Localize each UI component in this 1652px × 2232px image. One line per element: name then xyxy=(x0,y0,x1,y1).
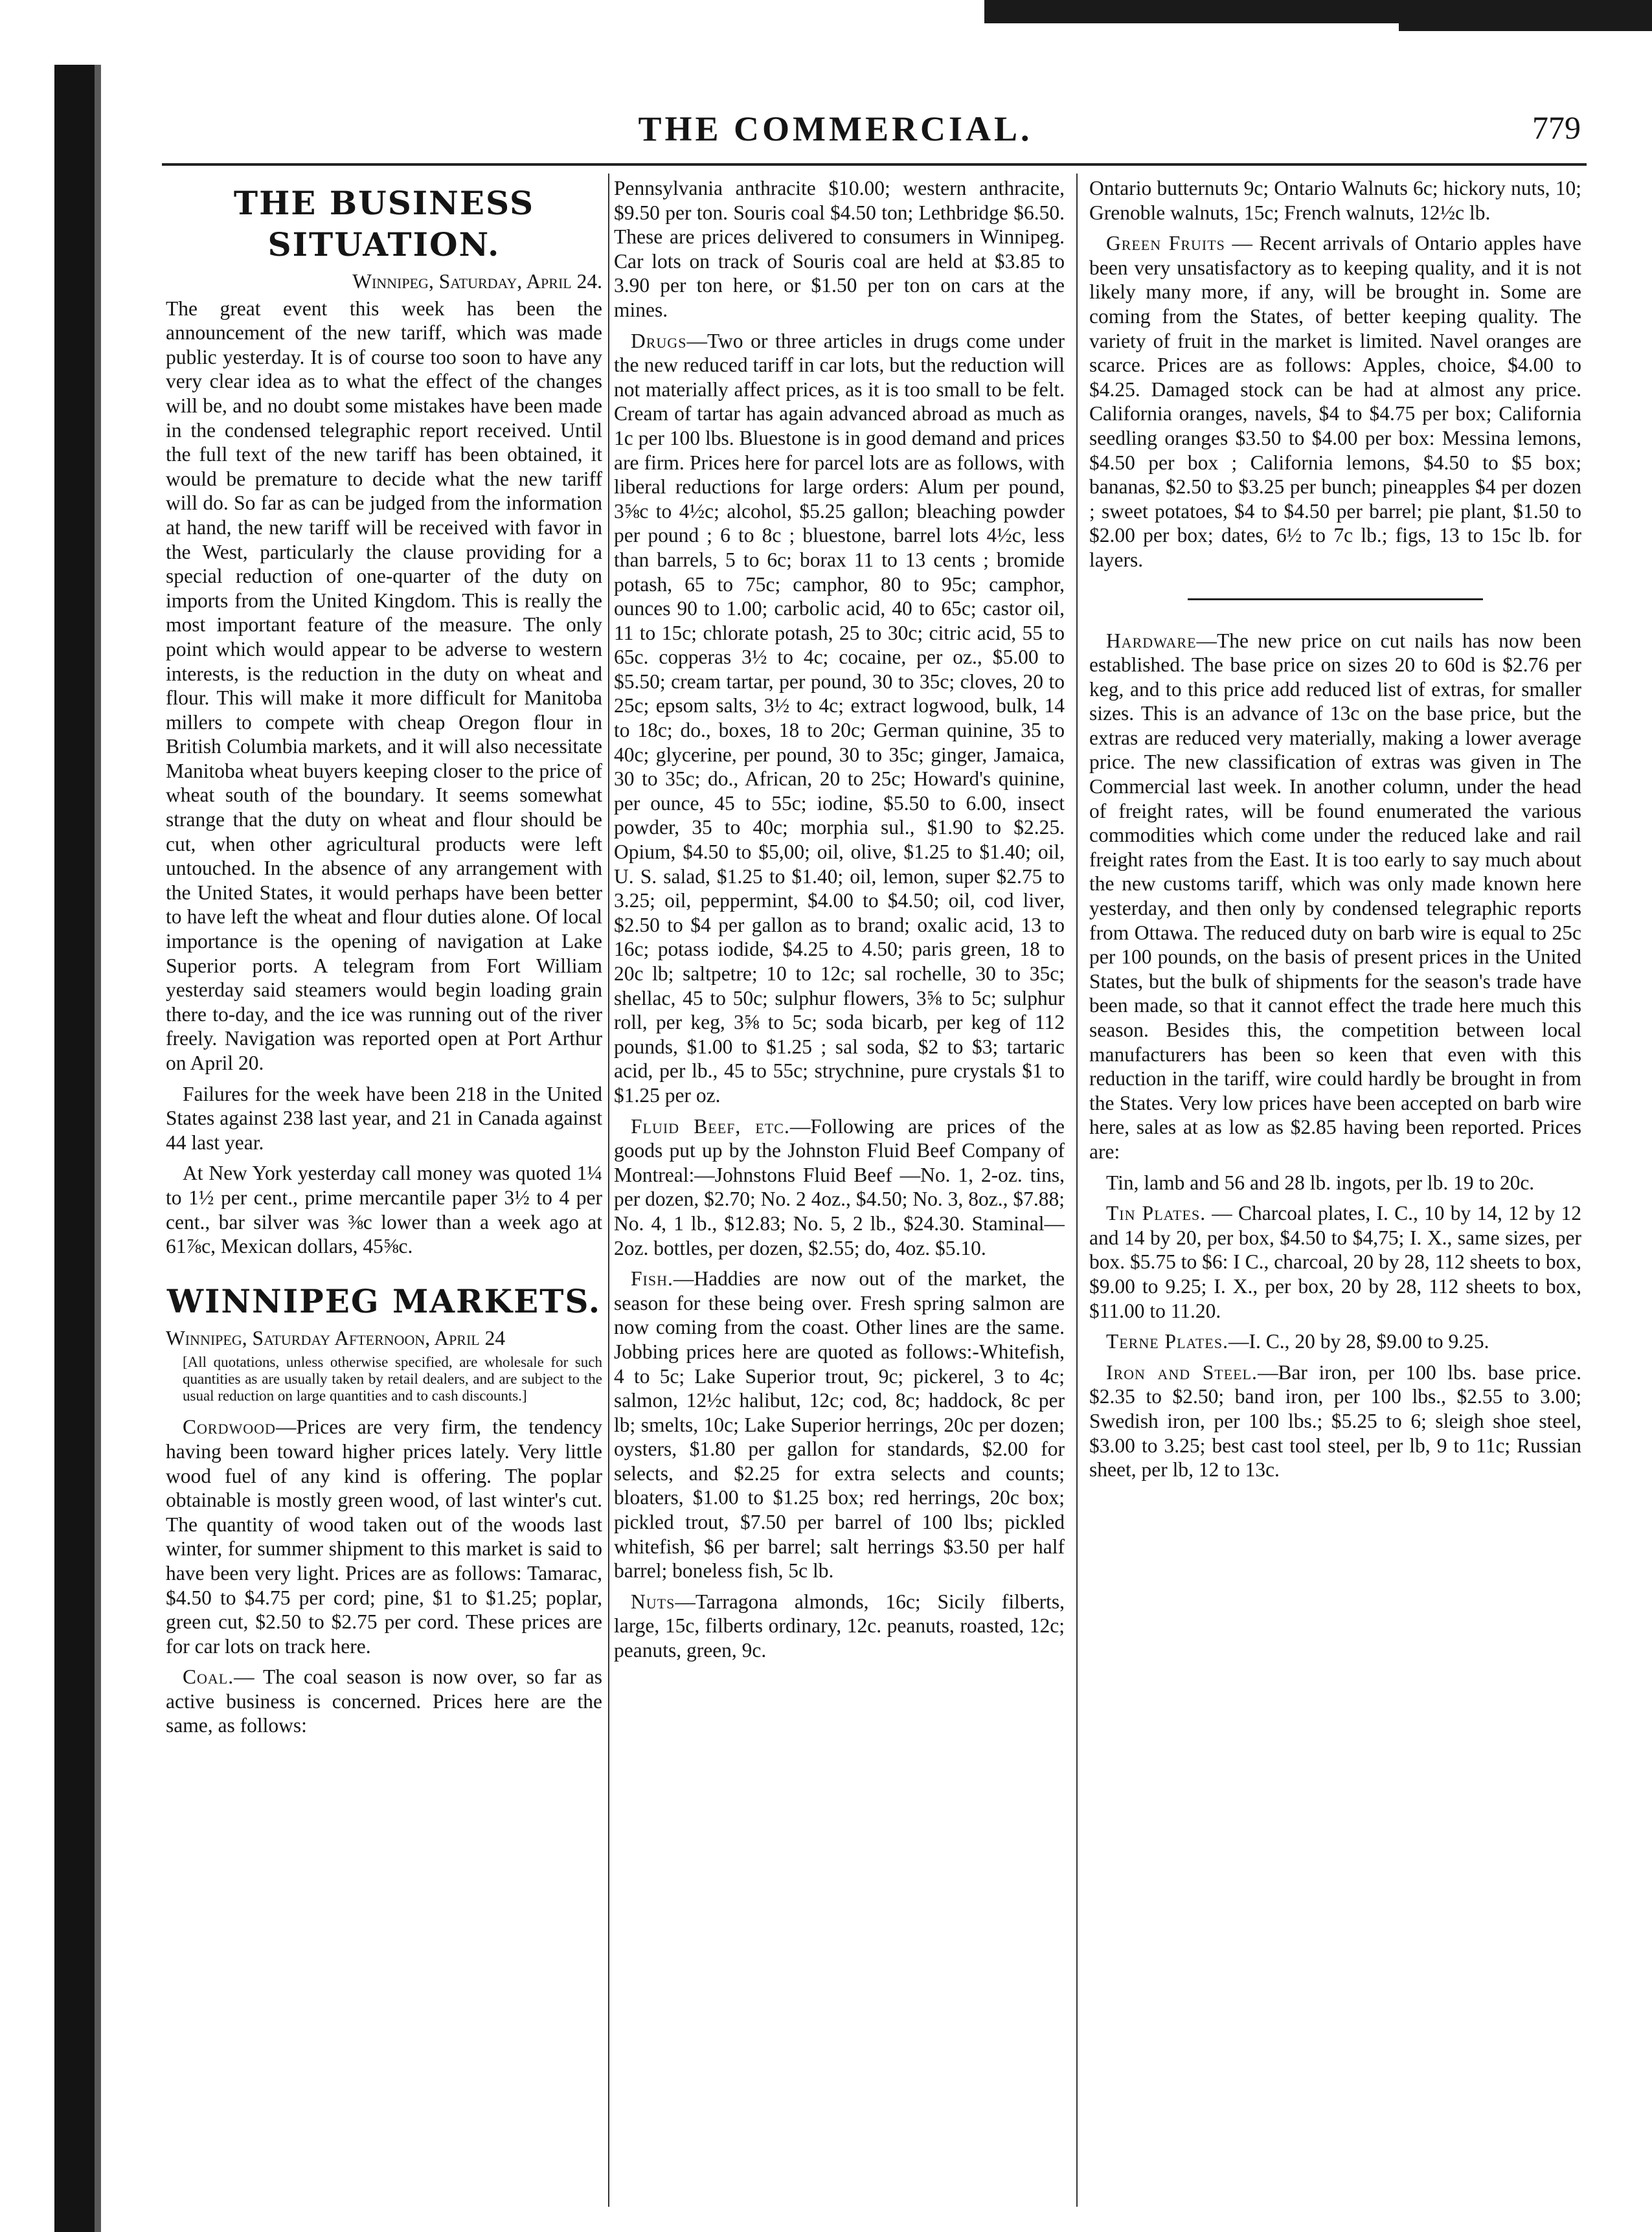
green-fruits-lead: Green Fruits xyxy=(1106,232,1225,255)
fish-lead: Fish. xyxy=(631,1267,673,1291)
nuts-paragraph xyxy=(614,1590,1065,1663)
tin-plates-paragraph xyxy=(1089,1201,1581,1323)
business-situation-headline: THE BUSINESS SITUATION. xyxy=(233,184,535,264)
iron-steel-paragraph xyxy=(1089,1360,1581,1482)
column-3 xyxy=(1089,176,1581,2229)
green-fruits-text: — Recent arrivals of Ontario apples have been very unsatisfactory as to keeping quality, and it is not likely many more, if any, will be brought in. Some are coming from the States, of better keeping quality. The variety of fruit in the market is limited. Navel oranges are scarce. Prices are as follows: Apples, choice, $4.00 to $4.25. Damaged stock can be had at almost any price. California oranges, navels, $4 to $4.75 per box; California seedling oranges $3.50 to $4.00 per box: Messina lemons, $4.50 per box ; California lemons, $4.50 to $5 box; bananas, $2.50 to $3.25 per bunch; pineapples $4 per dozen ; sweet potatoes, $4 to $4.50 per barrel; pie plant, $1.50 to $2.00 per box; dates, 6½ to 7c lb.; figs, 13 to 15c lb. for layers. xyxy=(1089,232,1581,571)
cordwood-paragraph xyxy=(166,1415,602,1658)
scan-border-top-step xyxy=(1399,23,1652,31)
business-paragraph-3: At New York yesterday call money was quoted 1¼ to 1½ per cent., prime mercantile paper 3½ to 4 per cent., bar silver was ⅜c lower than a week ago at 61⅞c, Mexican dollars, 45⅝c. xyxy=(166,1162,602,1258)
business-paragraph-2: Failures for the week have been 218 in the United States against 238 last year, and 21 in Canada against 44 last year. xyxy=(166,1082,602,1154)
terne-plates-text: —I. C., 20 by 28, $9.00 to 9.25. xyxy=(1228,1330,1489,1353)
iron-steel-lead: Iron and Steel. xyxy=(1106,1360,1258,1384)
nuts-text: —Tarragona almonds, 16c; Sicily filberts, large, 15c, filberts ordinary, 12c. peanuts, roasted, 12c; peanuts, green, 9c. xyxy=(614,1590,1065,1662)
coal-text: — The coal season is now over, so far as active business is concerned. Prices here are the same, as follows: xyxy=(166,1665,602,1737)
coal-lead: Coal. xyxy=(183,1665,234,1689)
terne-plates-paragraph xyxy=(1089,1329,1581,1354)
nuts-continued: Ontario butternuts 9c; Ontario Walnuts 6c; hickory nuts, 10; Grenoble walnuts, 15c; French walnuts, 12½c lb. xyxy=(1089,177,1581,224)
fluid-beef-paragraph xyxy=(614,1114,1065,1261)
nuts-lead: Nuts xyxy=(631,1590,675,1613)
fluid-beef-lead: Fluid Beef, etc. xyxy=(631,1114,790,1138)
cordwood-lead: Cordwood xyxy=(183,1415,276,1439)
column-divider-1 xyxy=(608,174,609,2207)
column-divider-2 xyxy=(1076,174,1078,2207)
coal-continued: Pennsylvania anthracite $10.00; western anthracite, $9.50 per ton. Souris coal $4.50 ton; Lethbridge $6.50. These are prices delivered to consumers in Winnipeg. Car lots on track of Souris coal are held at $3.85 to 3.90 per ton here, or $1.50 per ton on cars at the mines. xyxy=(614,177,1065,321)
winnipeg-markets-headline: WINNIPEG MARKETS. xyxy=(166,1281,602,1320)
header-rule xyxy=(162,163,1587,166)
drugs-paragraph xyxy=(614,329,1065,1108)
cordwood-text: —Prices are very firm, the tendency having been toward higher prices lately. Very little wood fuel of any kind is offering. The poplar obtainable is mostly green wood, of last winter's cut. The quantity of wood taken out of the woods last winter, for summer shipment to this market is said to have been very light. Prices are as follows: Tamarac, $4.50 to $4.75 per cord; pine, $1 to $1.25; poplar, green cut, $2.50 to $2.75 per cord. These prices are for car lots on track here. xyxy=(166,1415,602,1658)
green-fruits-paragraph xyxy=(1089,231,1581,572)
scan-border-left-shadow xyxy=(95,65,101,2232)
section-separator xyxy=(1188,598,1483,600)
fish-paragraph xyxy=(614,1267,1065,1583)
business-paragraph-1: The great event this week has been the announcement of the new tariff, which was made public yesterday. It is of course too soon to have any very clear idea as to what the effect of the changes will be, and no doubt some mistakes have been made in the condensed telegraphic report received. Until the full text of the new tariff has been obtained, it would be premature to decide what the new tariff will do. So far as can be judged from the information at hand, the new tariff will be received with favor in the West, particularly the clause providing for a special reduction of one-quarter of the duty on imports from the United Kingdom. This is really the most important feature of the measure. The only point which would appear to be adverse to western interests, is the reduction in the duty on wheat and flour. This will make it more difficult for Manitoba millers to compete with cheap Oregon flour in British Columbia markets, and it will also necessitate Manitoba wheat buyers keeping closer to the price of wheat south of the boundary. It seems somewhat strange that the duty on wheat and flour should be cut, when other agricultural products were left untouched. In the absence of any arrangement with the United States, it would perhaps have been better to have left the wheat and flour duties alone. Of local importance is the opening of navigation at Lake Superior ports. A telegram from Fort William yesterday said steamers would begin loading grain there to-day, and the ice was running out of the river freely. Navigation was reported open at Port Arthur on April 20. xyxy=(166,297,602,1074)
fluid-beef-text: —Following are prices of the goods put up by the Johnston Fluid Beef Company of Montreal:—Johnstons Fluid Beef —No. 1, 2-oz. tins, per dozen, $2.70; No. 2 4oz., $4.50; No. 3, 8oz., $7.88; No. 4, 1 lb., $12.83; No. 5, 2 lb., $24.30. Staminal—2oz. bottles, per dozen, $2.55; do, 4oz. $5.10. xyxy=(614,1114,1065,1259)
quotations-notice: [All quotations, unless otherwise specified, are wholesale for such quantities as are usually taken by retail dealers, and are subject to the usual reduction on large quantities and to cash discounts.] xyxy=(183,1354,602,1404)
tin-plates-text: — Charcoal plates, I. C., 10 by 14, 12 by 12 and 14 by 20, per box, $4.50 to $4,75; I. X., same sizes, per box. $5.75 to $6: I C., charcoal, 20 by 28, 112 sheets to box, $9.00 to 9.25; I. X., per box, 20 by 28, 112 sheets to box, $11.00 to 11.20. xyxy=(1089,1202,1581,1322)
scan-border-left xyxy=(54,65,95,2232)
business-dateline: Winnipeg, Saturday, April 24. xyxy=(352,270,602,293)
hardware-text: —The new price on cut nails has now been established. The base price on sizes 20 to 60d is $2.76 per keg, and to this price add reduced list of extras, for smaller sizes. This is an advance of 13c on the base price, but the extras are reduced very materially, making a lower average price. The new classification of extras was given in The Commercial last week. In another column, under the head of freight rates, will be found enumerated the various commodities which come under the reduced lake and rail freight rates from the East. It is too early to say much about the new customs tariff, which was only made known here yesterday, and then only by condensed telegraphic reports from Ottawa. The reduced duty on barb wire is equal to 25c per 100 pounds, on the basis of present prices in the United States, but the bulk of shipments for the season's trade have been made, so that it cannot effect the trade here much this season. Besides this, the competition between local manufacturers has been so keen that even with this reduction in the tariff, wire could hardly be brought in from the States. Very low prices have been accepted on barb wire here, sales at as low as $2.85 having been reported. Prices are: xyxy=(1089,629,1581,1163)
scan-border-top xyxy=(984,0,1652,23)
iron-steel-text: —Bar iron, per 100 lbs. base price. $2.35 to $2.50; band iron, per 100 lbs., $2.55 to 3.00; Swedish iron, per 100 lbs.; $5.25 to 6; sleigh shoe steel, $3.00 to 3.25; best cast tool steel, per lb, 9 to 11c; Russian sheet, per lb, 12 to 13c. xyxy=(1089,1360,1581,1482)
terne-plates-lead: Terne Plates. xyxy=(1106,1330,1228,1353)
fish-text: —Haddies are now out of the market, the season for these being over. Fresh spring salmon are now coming from the coast. Other lines are the same. Jobbing prices here are quoted as follows:-Whitefish, 4 to 5c; Lake Superior trout, 9c; pickerel, 3 to 4c; salmon, 12½c halibut, 12c; cod, 8c; haddock, 8c per lb; smelts, 10c; Lake Superior herrings, 20c per dozen; oysters, $1.80 per gallon for standards, $2.00 for selects, and $2.25 for extra selects and counts; bloaters, $1.00 to $1.25 box; red herrings, 20c box; pickled trout, $7.50 per barrel of 100 lbs; pickled whitefish, $6 per barrel; salt herrings $3.50 per half barrel; boneless fish, 5c lb. xyxy=(614,1267,1065,1583)
hardware-paragraph xyxy=(1089,629,1581,1164)
coal-paragraph xyxy=(166,1665,602,1738)
drugs-lead: Drugs xyxy=(631,329,687,352)
column-2 xyxy=(614,176,1065,2229)
markets-dateline: Winnipeg, Saturday Afternoon, April 24 xyxy=(166,1326,506,1349)
drugs-text: —Two or three articles in drugs come under the new reduced tariff in car lots, but the reduction will not materially affect prices, as it is too small to be felt. Cream of tartar has again advanced abroad as much as 1c per 100 lbs. Bluestone is in good demand and prices are firm. Prices here for parcel lots are as follows, with liberal reductions for large orders: Alum per pound, 3⅝c to 4½c; alcohol, $5.25 gallon; bleaching powder per pound ; 6 to 8c ; bluestone, barrel lots 4½c, less than barrels, 5 to 6c; borax 11 to 13 cents ; bromide potash, 65 to 75c; camphor, 80 to 95c; camphor, ounces 90 to 1.00; carbolic acid, 40 to 65c; castor oil, 11 to 15c; chlorate potash, 25 to 30c; citric acid, 55 to 65c. copperas 3½ to 4c; cocaine, per oz., $5.00 to $5.50; cream tartar, per pound, 30 to 35c; cloves, 20 to 25c; epsom salts, 3½ to 4c; extract logwood, bulk, 14 to 18c; do., boxes, 18 to 20c; German quinine, 35 to 40c; glycerine, per pound, 30 to 35c; ginger, Jamaica, 30 to 35c; do., African, 20 to 25c; Howard's quinine, per ounce, 45 to 55c; iodine, $5.50 to 6.00, insect powder, 35 to 40c; morphia sul., $1.90 to $2.25. Opium, $4.50 to $5,00; oil, olive, $1.25 to $1.40; oil, U. S. salad, $1.25 to $1.40; oil, lemon, super $2.75 to 3.25; oil, peppermint, $4.00 to $4.50; oil, cod liver, $2.50 to $4 per gallon as to brand; oxalic acid, 13 to 16c; potass iodide, $4.25 to 4.50; paris green, 18 to 20c lb; saltpetre; 10 to 12c; sal rochelle, 30 to 35c; shellac, 45 to 50c; sulphur flowers, 3⅝ to 5c; sulphur roll, per keg, 3⅝ to 5c; soda bicarb, per keg of 112 pounds, $1.00 to $1.25 ; sal soda, $2 to $3; tartaric acid, per lb., 45 to 55c; strychnine, pure crystals $1 to $1.25 per oz. xyxy=(614,329,1065,1107)
page-number: 779 xyxy=(1532,109,1581,146)
tin-paragraph: Tin, lamb and 56 and 28 lb. ingots, per lb. 19 to 20c. xyxy=(1106,1171,1535,1194)
column-1 xyxy=(166,176,602,2229)
hardware-lead: Hardware xyxy=(1106,629,1197,652)
running-head: THE COMMERCIAL. xyxy=(638,109,1033,148)
tin-plates-lead: Tin Plates. xyxy=(1106,1202,1206,1225)
